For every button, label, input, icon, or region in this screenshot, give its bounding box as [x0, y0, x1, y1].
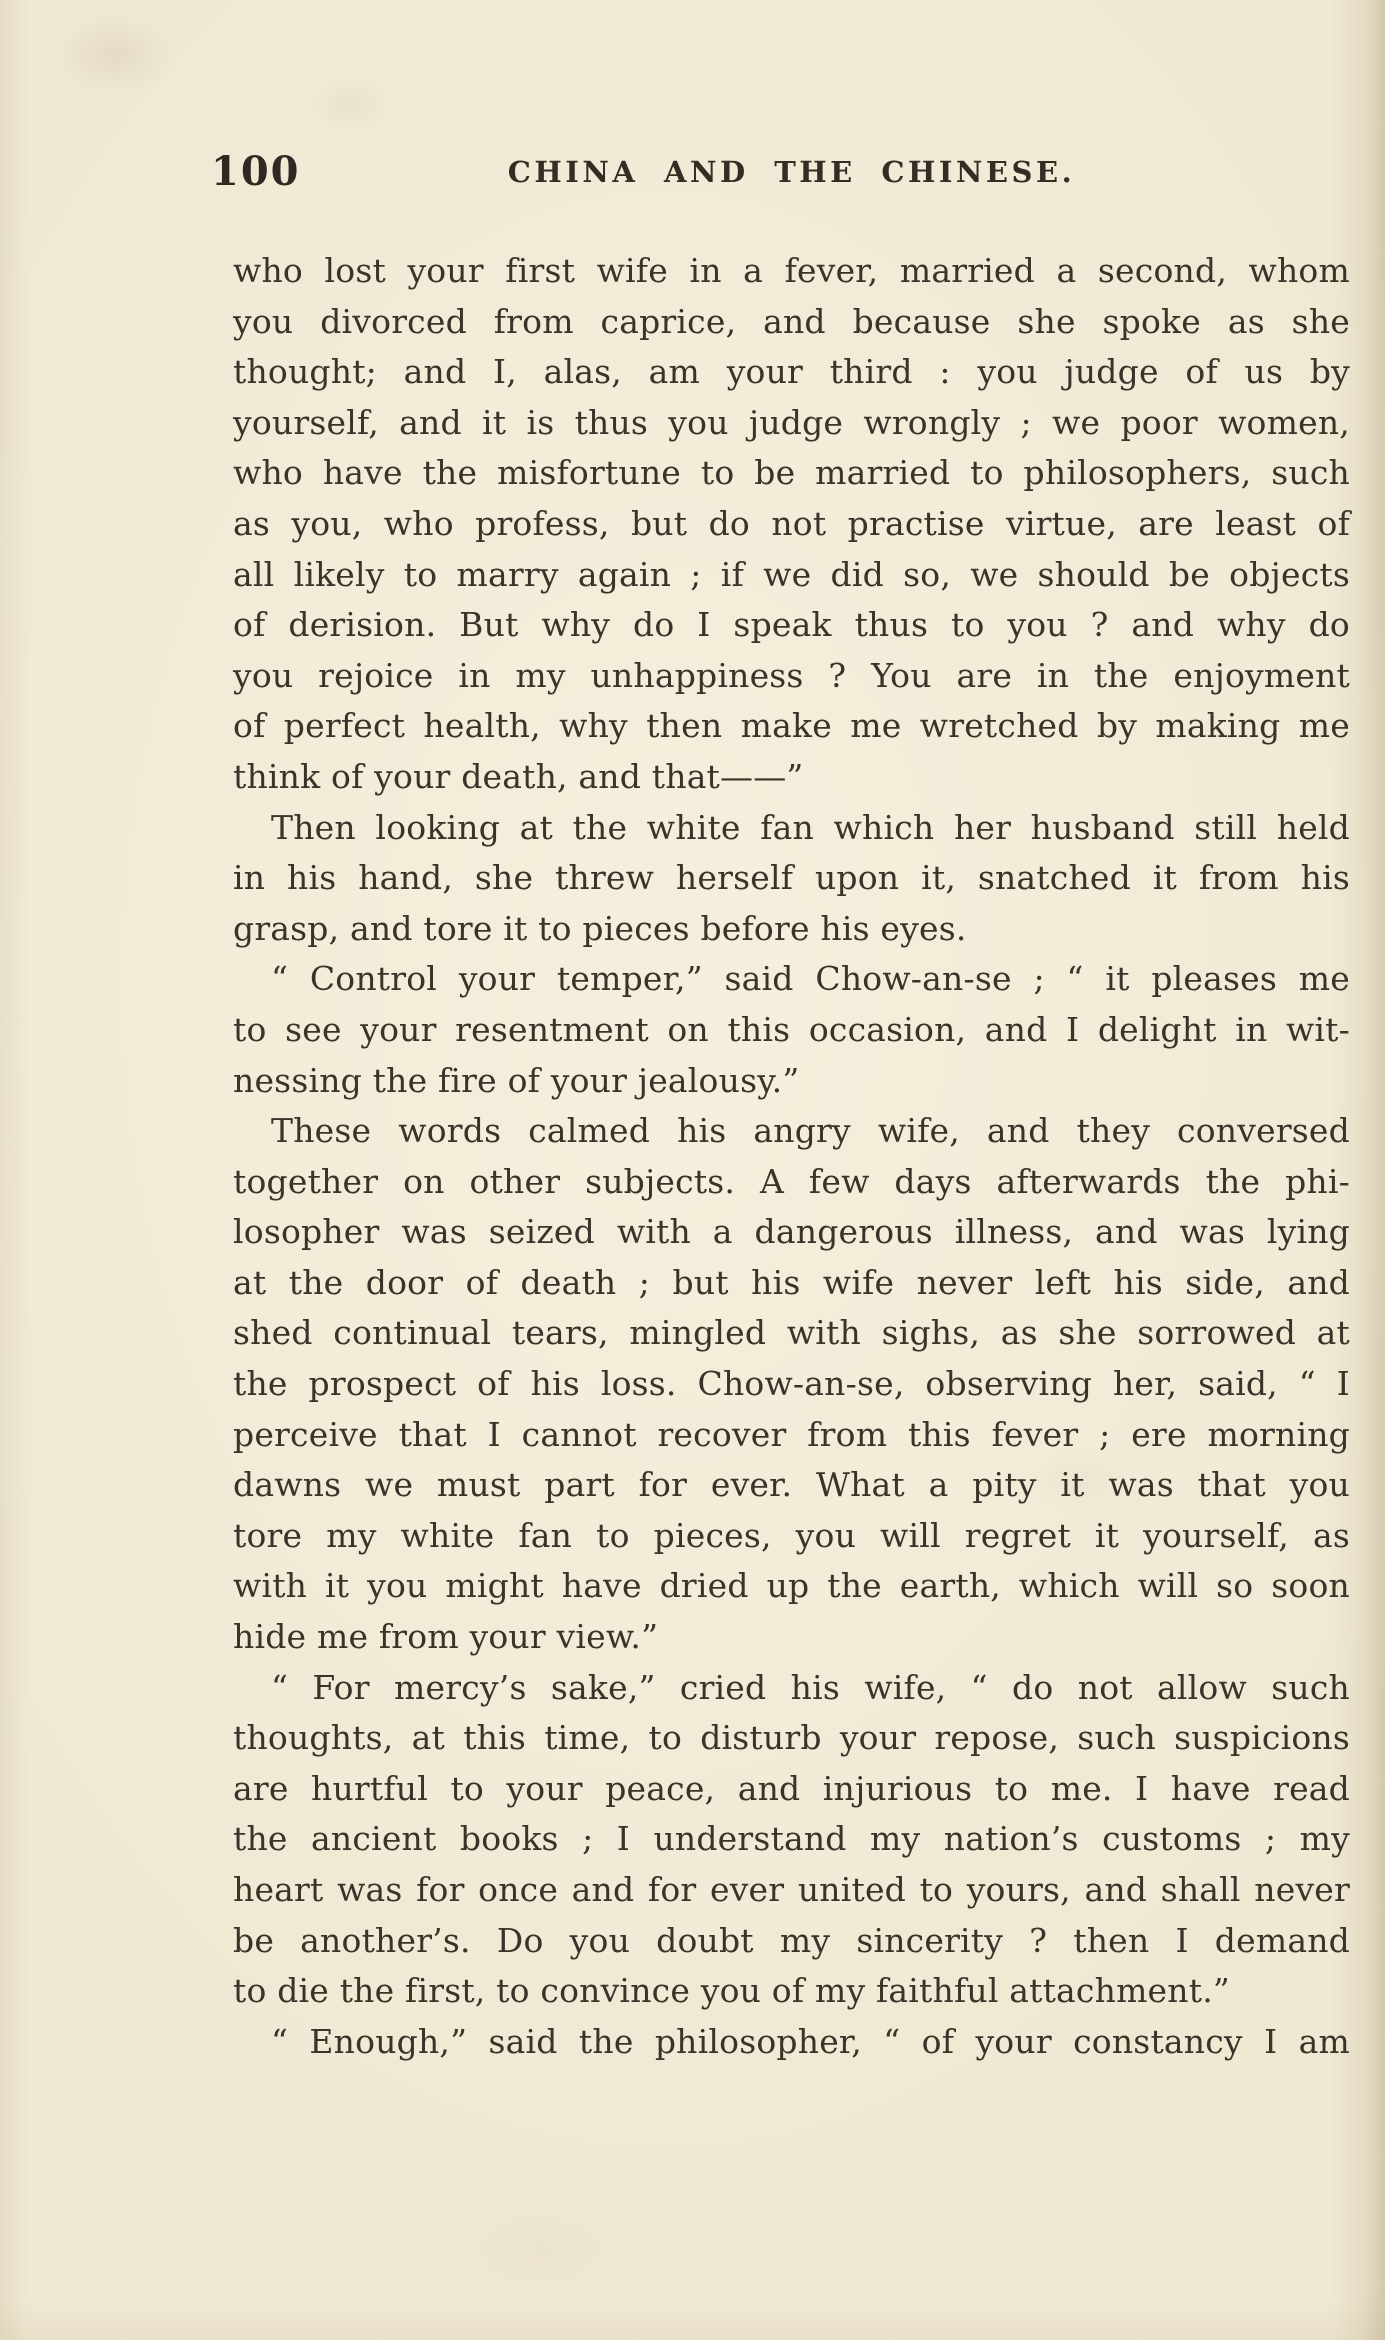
text-line: at the door of death ; but his wife never left his side, and [233, 1262, 1350, 1302]
paragraph [233, 803, 1350, 955]
text-line: Then looking at the white fan which her husband still held [271, 807, 1350, 847]
text-line: hide me from your view.” [233, 1617, 659, 1657]
text-line: you divorced from caprice, and because she spoke as she [233, 301, 1350, 341]
text-line: thoughts, at this time, to disturb your repose, such suspicions [233, 1718, 1350, 1758]
text-line: as you, who profess, but do not practise virtue, are least of [233, 503, 1350, 543]
running-head-title: CHINA AND THE CHINESE. [507, 155, 1076, 189]
text-line: dawns we must part for ever. What a pity it was that you [233, 1465, 1350, 1505]
text-line: the prospect of his loss. Chow-an-se, observing her, said, “ I [233, 1364, 1350, 1404]
text-line: of perfect health, why then make me wretched by making me [233, 706, 1350, 746]
text-line: heart was for once and for ever united to yours, and shall never [233, 1870, 1350, 1909]
text-line: nessing the fire of your jealousy.” [233, 1060, 800, 1100]
page-number: 100 [211, 148, 301, 195]
text-line: think of your death, and that——” [233, 756, 804, 796]
text-line: in his hand, she threw herself upon it, snatched it from his [233, 858, 1350, 898]
text-line: yourself, and it is thus you judge wrongly ; we poor women, [233, 402, 1350, 442]
text-line: together on other subjects. A few days afterwards the phi- [233, 1161, 1350, 1201]
text-line: be another’s. Do you doubt my sincerity ? then I demand [233, 1920, 1350, 1960]
paragraph [233, 2017, 1350, 2068]
text-line: perceive that I cannot recover from this fever ; ere morning [233, 1414, 1350, 1454]
page-body [233, 246, 1350, 2067]
text-line: losopher was seized with a dangerous illness, and was lying [233, 1212, 1350, 1252]
paragraph [233, 954, 1350, 1106]
text-line: who lost your first wife in a fever, married a second, whom [233, 251, 1350, 290]
text-line: the ancient books ; I understand my nation’s customs ; my [233, 1819, 1350, 1859]
text-line: all likely to marry again ; if we did so, we should be objects [233, 554, 1350, 594]
text-line: “ Enough,” said the philosopher, “ of your constancy I am [271, 2021, 1350, 2061]
text-line: with it you might have dried up the earth, which will so soon [233, 1566, 1350, 1606]
text-line: you rejoice in my unhappiness ? You are in the enjoyment [233, 655, 1350, 695]
paragraph [233, 1106, 1350, 1663]
text-line: to see your resentment on this occasion, and I delight in wit- [233, 1009, 1350, 1049]
text-line: “ For mercy’s sake,” cried his wife, “ do not allow such [271, 1667, 1350, 1707]
text-line: to die the first, to convince you of my faithful attachment.” [233, 1971, 1230, 2011]
text-line: grasp, and tore it to pieces before his eyes. [233, 908, 967, 948]
text-line: of derision. But why do I speak thus to you ? and why do [233, 605, 1350, 645]
text-line: shed continual tears, mingled with sighs, as she sorrowed at [233, 1313, 1350, 1353]
text-line: “ Control your temper,” said Chow-an-se ; “ it pleases me [271, 959, 1350, 999]
text-line: who have the misfortune to be married to philosophers, such [233, 453, 1350, 493]
text-line: are hurtful to your peace, and injurious to me. I have read [233, 1768, 1350, 1808]
text-line: These words calmed his angry wife, and they conversed [271, 1111, 1350, 1151]
running-head [211, 148, 1350, 200]
text-line: tore my white fan to pieces, you will regret it yourself, as [233, 1515, 1350, 1555]
paragraph [233, 1663, 1350, 2017]
paragraph [233, 246, 1350, 803]
text-line: thought; and I, alas, am your third : you judge of us by [233, 352, 1350, 392]
